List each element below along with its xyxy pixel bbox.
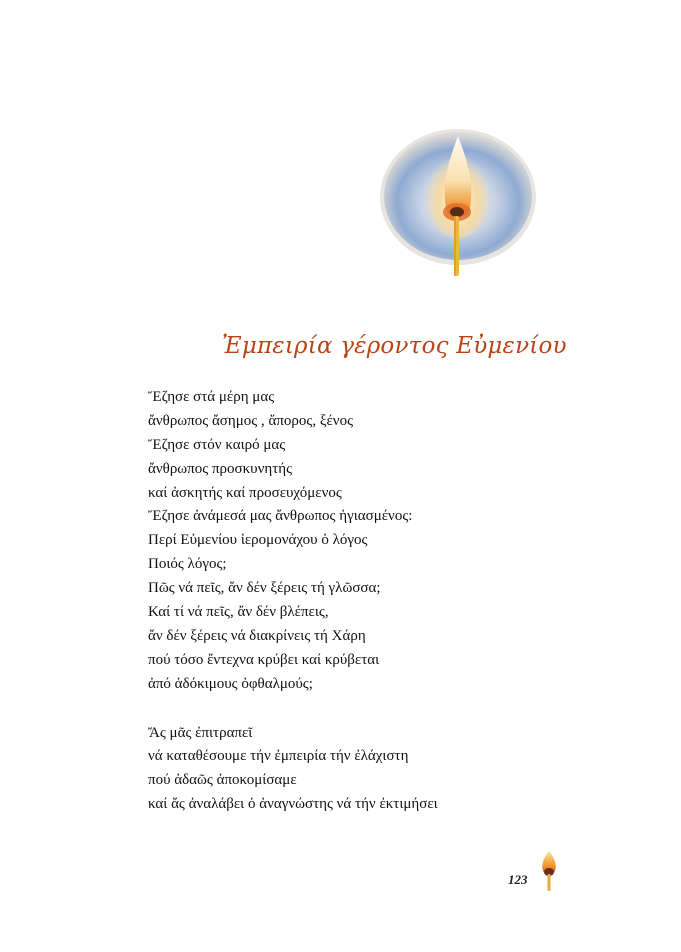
poem-body: [148, 386, 618, 817]
poem-line: πού ἀδαῶς ἀποκομίσαμε: [148, 772, 297, 789]
candle-flame-watercolor-icon: [378, 112, 538, 292]
poem-line: Καί τί νά πεῖς, ἄν δέν βλέπεις,: [148, 604, 329, 621]
poem-line: ἀπό ἀδόκιμους ὀφθαλμούς;: [148, 675, 313, 692]
poem-line: νά καταθέσουμε τήν ἐμπειρία τήν ἐλάχιστη: [148, 748, 409, 765]
poem-line: Ἔζησε στά μέρη μας: [148, 389, 275, 405]
poem-line: Ἔζησε ἀνάμεσά μας ἄνθρωπος ἡγιασμένος:: [148, 508, 413, 525]
poem-stanza-2: [148, 722, 618, 818]
poem-line: Ἔζησε στόν καιρό μας: [148, 436, 286, 453]
poem-line: Ποιός λόγος;: [148, 556, 227, 573]
poem-line: καί ἀσκητής καί προσευχόμενος: [148, 484, 342, 501]
page-number: 123: [508, 872, 528, 887]
poem-line: Πῶς νά πεῖς, ἄν δέν ξέρεις τή γλῶσσα;: [148, 580, 381, 597]
poem-line: ἄνθρωπος ἄσημος , ἄπορος, ξένος: [148, 412, 354, 429]
poem-line: ἄν δέν ξέρεις νά διακρίνεις τή Χάρη: [148, 627, 366, 644]
page-title: Ἐμπειρία γέροντος Εὐμενίου: [222, 333, 567, 359]
poem-line: πού τόσο ἔντεχνα κρύβει καί κρύβεται: [148, 651, 380, 668]
poem-line: ἄνθρωπος προσκυνητής: [148, 460, 293, 477]
lit-match-icon: [536, 850, 562, 892]
poem-line: Περί Εὐμενίου ἱερομονάχου ὁ λόγος: [148, 532, 368, 549]
poem-line: καί ἄς ἀναλάβει ὁ ἀναγνώστης νά τήν ἐκτιμήσει: [148, 796, 438, 813]
poem-stanza-1: [148, 386, 618, 697]
poem-line: Ἄς μᾶς ἐπιτραπεῖ: [148, 724, 253, 741]
